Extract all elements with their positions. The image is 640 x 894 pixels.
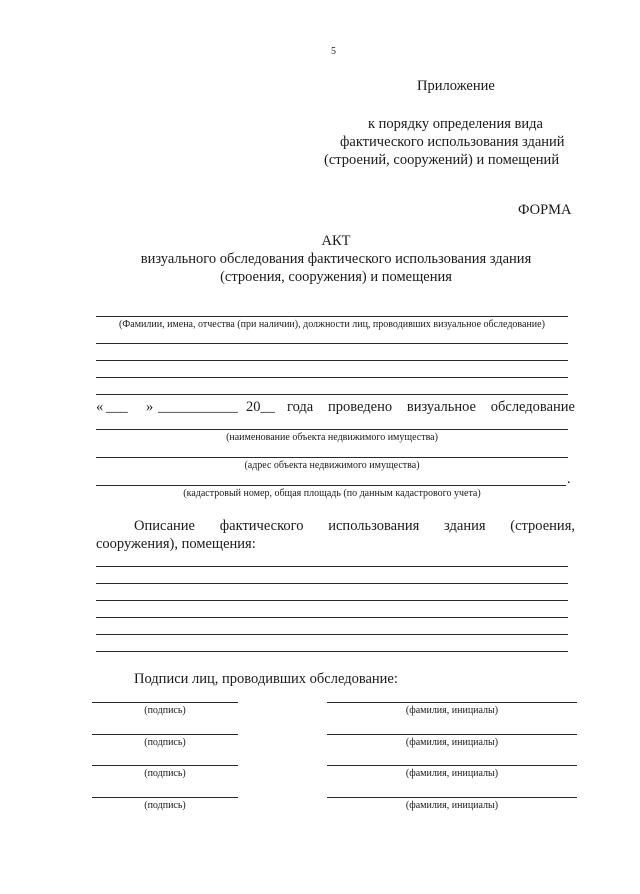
date-day-blank[interactable]: ___: [106, 399, 128, 415]
cadastral-caption: (кадастровый номер, общая площадь (по данным кадастрового учета): [183, 488, 481, 499]
signature-line[interactable]: [92, 765, 238, 766]
name-caption: (фамилия, инициалы): [405, 737, 499, 748]
date-text: [287, 400, 575, 415]
appendix-line-3: (строений, сооружений) и помещений: [324, 152, 560, 168]
name-caption: (фамилия, инициалы): [405, 705, 499, 716]
description-line[interactable]: [96, 583, 568, 584]
signature-caption: (подпись): [144, 705, 186, 716]
date-open-quote: «: [96, 399, 104, 415]
date-word: проведено: [328, 399, 393, 415]
description-word: здания: [444, 518, 486, 534]
date-month-blank[interactable]: ___________: [158, 399, 238, 415]
address-line[interactable]: [96, 457, 568, 458]
signature-line[interactable]: [92, 797, 238, 798]
persons-line[interactable]: [96, 316, 568, 317]
cadastral-period: .: [567, 471, 571, 487]
description-line-1: [134, 519, 575, 534]
act-subtitle-2: (строения, сооружения) и помещения: [220, 269, 452, 285]
object-name-line[interactable]: [96, 429, 568, 430]
description-line[interactable]: [96, 566, 568, 567]
signature-caption: (подпись): [144, 768, 186, 779]
description-line-2: сооружения), помещения:: [96, 536, 256, 552]
description-line[interactable]: [96, 600, 568, 601]
signature-caption: (подпись): [144, 800, 186, 811]
description-line[interactable]: [96, 651, 568, 652]
appendix-line-2: фактического использования зданий: [340, 134, 565, 150]
date-year[interactable]: 20__: [246, 399, 275, 415]
date-word: визуальное: [406, 399, 476, 415]
description-word: фактического: [219, 518, 304, 534]
object-name-caption: (наименование объекта недвижимого имущества): [226, 432, 438, 443]
name-line[interactable]: [327, 702, 577, 703]
name-line[interactable]: [327, 797, 577, 798]
name-line[interactable]: [327, 765, 577, 766]
date-close-quote: »: [146, 399, 154, 415]
page-number: 5: [331, 46, 336, 57]
description-word: (строения,: [510, 518, 575, 534]
signature-caption: (подпись): [144, 737, 186, 748]
signature-line[interactable]: [92, 702, 238, 703]
date-word: года: [287, 399, 314, 415]
description-word: использования: [328, 518, 420, 534]
name-caption: (фамилия, инициалы): [405, 800, 499, 811]
form-label: ФОРМА: [518, 202, 572, 218]
name-caption: (фамилия, инициалы): [405, 768, 499, 779]
act-subtitle-1: визуального обследования фактического использования здания: [140, 251, 532, 267]
description-line[interactable]: [96, 634, 568, 635]
persons-line[interactable]: [96, 343, 568, 344]
date-word: обследование: [490, 399, 575, 415]
description-line[interactable]: [96, 617, 568, 618]
appendix-line-1: к порядку определения вида: [368, 116, 543, 132]
description-word: Описание: [134, 518, 195, 534]
cadastral-line[interactable]: [96, 485, 566, 486]
persons-line[interactable]: [96, 377, 568, 378]
act-title: АКТ: [321, 233, 351, 249]
address-caption: (адрес объекта недвижимого имущества): [244, 460, 420, 471]
persons-line[interactable]: [96, 394, 568, 395]
appendix-title: Приложение: [417, 78, 495, 94]
persons-line[interactable]: [96, 360, 568, 361]
signature-line[interactable]: [92, 734, 238, 735]
persons-caption: (Фамилии, имена, отчества (при наличии), должности лиц, проводивших визуальное обследование): [119, 319, 545, 330]
name-line[interactable]: [327, 734, 577, 735]
signatures-heading: Подписи лиц, проводивших обследование:: [134, 671, 398, 687]
